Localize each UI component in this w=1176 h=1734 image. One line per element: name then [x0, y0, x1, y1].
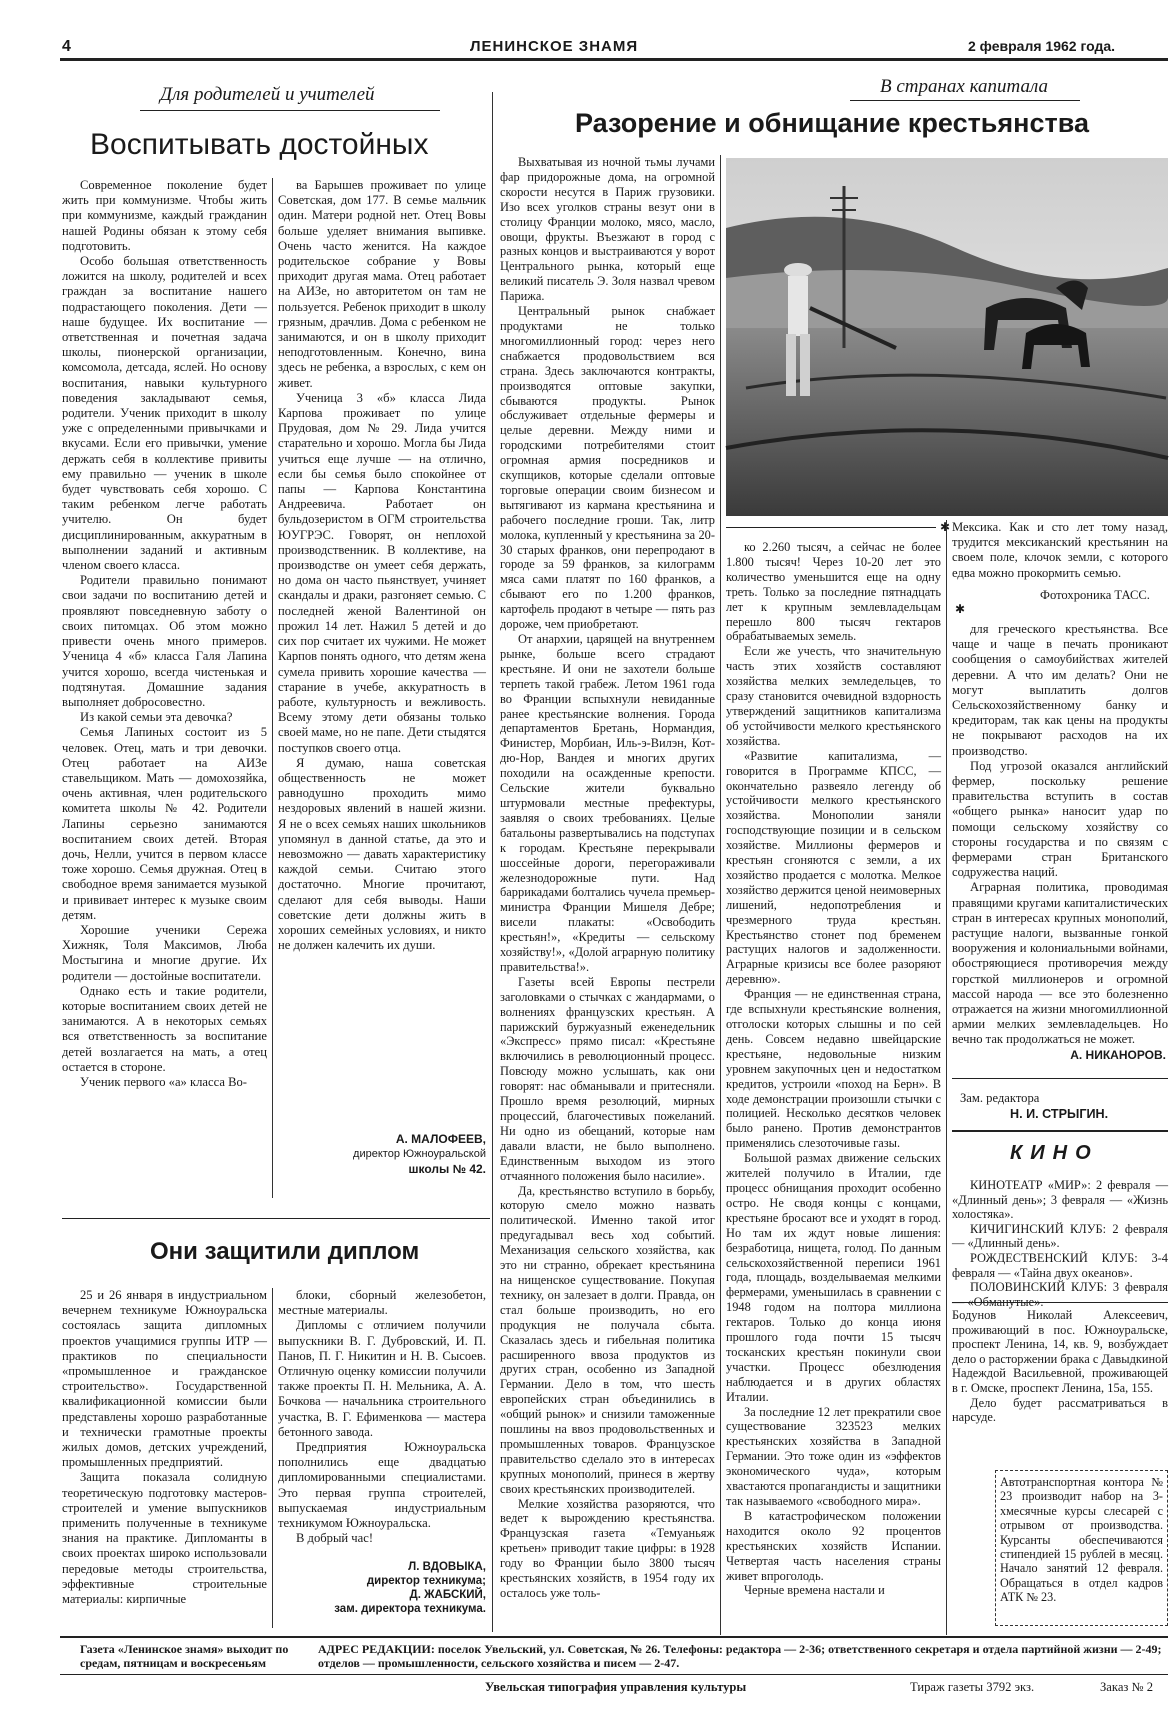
driver-courses-ad — [995, 1470, 1168, 1626]
page-number: 4 — [62, 38, 71, 55]
editor-name: Н. И. СТРЫГИН. — [1010, 1107, 1109, 1121]
circulation: Тираж газеты 3792 экз. — [910, 1680, 1035, 1694]
farmer-plowing-photo-image — [726, 158, 1168, 516]
newspaper-title: ЛЕНИНСКОЕ ЗНАМЯ — [470, 38, 639, 55]
editor-block — [960, 1090, 1168, 1122]
driver-courses-ad-text: Автотранспортная контора № 23 производит набор на 3-хмесячные курсы слесарей с отрывом от производства. Курсанты обеспечиваются стипендией 15 рублей в месяц. Начало занятий 12 февраля. Обращаться в отдел кадров АТК № 23. — [1000, 1475, 1163, 1605]
order-number: Заказ № 2 — [1100, 1680, 1154, 1694]
divorce-notice-text: Бодунов Николай Алексеевич, проживающий в пос. Южноуральске, проспект Ленина, 14, кв. 9, возбуждает дело о расторжении брака с Давыдкиной Надеждой Васильевной, проживающей в г. Омске, проспект Ленина, 15а, 155. — [952, 1308, 1168, 1395]
divorce-notice — [952, 1308, 1168, 1468]
right-rubric: В странах капитала — [880, 76, 1049, 97]
article3-column-1 — [500, 155, 715, 1635]
star-icon: ✱ — [940, 520, 951, 534]
signature-title: школы № 42. — [408, 1162, 486, 1176]
article3-paragraph: Выхватывая из ночной тьмы лучами фар придорожные дома, на огромной скорости несутся в Париж грузовики. Изо всех уголков страны везут они в столицу Франции молоко, мясо, масло, овощи, фрукты. Въезжают в город с разных концов и выстраиваются у ворот Центрального рынка, который еще великий писатель Э. Золя назвал чревом Парижа. — [500, 155, 715, 304]
signature-title: директор техникума; — [366, 1575, 486, 1587]
caption-separator — [955, 602, 965, 617]
article2-column-2 — [278, 1288, 486, 1546]
cinema-heading: КИНО — [1010, 1142, 1099, 1164]
signature-title: директор Южноуральской — [353, 1148, 486, 1160]
article2-headline: Они защитили диплом — [150, 1238, 420, 1265]
article2-paragraph: блоки, сборный железобетон, местные материалы. — [278, 1288, 486, 1318]
article3-paragraph: Если же учесть, что значительную часть этих хозяйств составляют хозяйства мелких земледельцев, то сразу становится очевидной вздорность утверждений защитников капитализма об устойчивости мелкого крестьянского хозяйства. — [726, 644, 941, 748]
editor-top-rule — [952, 1078, 1168, 1079]
article1-paragraph: Ученица 3 «б» класса Лида Карпова проживает по улице Прудовая, дом № 29. Лида учится старательно и хорошо. Могла бы Лида учиться еще лучше — на отлично, если бы семья было спокойнее от папы — Карпова Константина Андреевича. Работает он бульдозеристом в ОГМ строительства ЮУГРЭС. Говорят, он неплохой производственник. В коллективе, на производстве он умеет себя держать, но дома он часто пьянствует, учиняет скандалы и драки, разгоняет семью. С последней женой Валентиной он прожил 14 лет. Нажил 5 детей и до сих пор считает их чужими. Не может Карпов понять одного, что детям жена сумела привить хорошие качества — старание в учебе, аккуратность в работе, культурность и вежливость. Всему этому дети обязаны только своей маме, но не папе. Дети стыдятся поступков своего отца. — [278, 390, 486, 755]
article2-top-rule — [62, 1218, 490, 1219]
article3-paragraph: Франция — не единственная страна, где вспыхнули крестьянские волнения, отголоски которых слышны и по сей день. Совсем недавно швейцарские крестьяне, недовольные низким уровнем закупочных цен и недостатком кредитов, устроили «поход на Берн». В ходе демонстрации произошли стычки с полицией. Несколько десятков человек было ранено. Против демонстрантов применялись слезоточивые газы. — [726, 987, 941, 1151]
left-rubric-underline — [140, 110, 440, 111]
article1-paragraph: Ученик первого «а» класса Во- — [80, 1074, 247, 1089]
article3-paragraph: «Развитие капитализма, — говорится в Программе КПСС, — окончательно развеяло легенду об устойчивости мелкого крестьянского хозяйства. Монополии заняли господствующие позиции и в сельском хозяйстве. Миллионы фермеров и крестьян сгоняются с земли, а их хозяйство продается с молотка. Мелкое хозяйство держится ценой неимоверных лишений, недопотребления и чрезмерного труда крестьян. Крестьянство стонет под бременем растущих налогов и задолженности. Аграрные кризисы все более разоряют деревню». — [726, 748, 941, 987]
article3-signature: А. НИКАНОРОВ. — [1070, 1048, 1166, 1062]
signature-title: зам. директора техникума. — [334, 1603, 486, 1615]
article2-paragraph: Дипломы с отличием получили выпускники В. Г. Дубровский, И. П. Панов, П. Г. Никитин и Н. В. Сысоев. Отличную оценку комиссии получили также проекты П. Н. Мельника, А. А. Бочкова — начальника строительного участка, В. Г. Ефименкова — мастера бетонного завода. — [278, 1318, 486, 1439]
article2-column-1 — [62, 1288, 267, 1628]
footer-mid-rule — [60, 1674, 1168, 1675]
article1-paragraph: ва Барышев проживает по улице Советская, дом 177. В семье мальчик один. Матери родной нет. Отец Вовы больше уделяет внимания выпивке. Очень часто женится. На каждое родительское собрание у Вовы приходит другая мама. Отец работает на АИЗе, но авторитетом он там не пользуется. Ребенок приходит в школу грязным, драчлив. Дома с ребенком не занимаются, и он в школу приходит неподготовленным. Конечно, вина здесь не ребенка, а взрослых, с кем он живет. — [278, 178, 486, 390]
editorial-address: АДРЕС РЕДАКЦИИ: поселок Увельский, ул. Советская, № 26. Телефоны: редактора — 2-36; ответственного секретаря и отдела партийной жизни — 2-49; отделов — промышленности, сельского хозяйства и писем — 2-47. — [318, 1642, 1162, 1670]
article1-column-1 — [62, 178, 267, 1213]
right-rubric-underline — [850, 100, 1080, 101]
article3-paragraph: Газеты всей Европы пестрели заголовками о стычках с жандармами, о волнениях французских крестьян. А парижский буржуазный еженедельник «Экспресс» прямо писал: «Крестьяне включились в революционный процесс. Повсюду можно услышать, как они говорят: нас обманывали и притесняли. Прошло время резолюций, мирных процессий, благочестивых пожеланий. Ни одно из обещаний, которые нам давали власти, не было выполнено. Единственным выходом из этого отчаянного положения было насилие». — [500, 974, 715, 1183]
article3-paragraph: За последние 12 лет прекратили свое существование 323523 мелких крестьянских хозяйства в Западной Германии. Это тоже один из «эффектов экономического чуда», которым хвастаются пропагандисты и защитники так называемого «свободного мира». — [726, 1404, 941, 1508]
farmer-plowing-photo — [726, 158, 1168, 516]
footer-top-rule — [60, 1636, 1168, 1638]
publication-schedule: Газета «Ленинское знамя» выходит по средам, пятницам и воскресеньям — [80, 1642, 289, 1670]
article2-paragraph: Предприятия Южноуральска пополнились еще двадцатью дипломированными специалистами. Это первая группа строителей, выпускаемая индустриальным техникумом Южноуральска. — [278, 1440, 486, 1531]
photo-credit: Фотохроника ТАСС. — [1040, 588, 1150, 602]
article1-paragraph: Я думаю, наша советская общественность не может равнодушно проходить мимо нездоровых явлений в нашей жизни. Я не о всех семьях наших школьников упомянул в данной статье, да это и невозможно — давать характеристику каждой семьи. Считаю этого достаточно. Многие прочитают, сделают для себя выводы. Наши советские дети должны жить в хороших семейных условиях, и никто не должен калечить их души. — [278, 755, 486, 953]
article1-paragraph: Семья Лапиных состоит из 5 человек. Отец, мать и три девочки. Отец работает на АИЗе ставельщиком. Мать — домохозяйка, очень активная, член родительского комитета школы № 42. Родители Лапины серьезно занимаются воспитанием своих детей. Вторая дочь, Нелли, учится в первом классе тоже хорошо. Семья дружная. Отец в свободное время занимается музыкой и прививает интерес к музыке своим детям. — [62, 725, 267, 922]
article1-paragraph: Особо большая ответственность ложится на школу, родителей и всех граждан за воспитание нашего подрастающего поколения. Дети — наше будущее. Их воспитание — ответственная и почетная задача школы, пионерской организации, комсомола, детсада, яслей. Но основу воспитания, навыки культурного поведения закладывают семья, родители. Ученик приходит в школу уже с определенными привычками и вкусами. Если его привычки, умение держать себя в коллективе привиты ему правильно — ученик в школе будет чувствовать себя хорошо. С таким ребенком легче работать учителю. Он будет дисциплинированным, аккуратным в выполнении заданий и активным членом своего класса. — [62, 254, 267, 573]
article3-paragraph: для греческого крестьянства. Все чаще и чаще в печать проникают сообщения о самоубийствах жителей деревни. А что им делать? Они не могут выплатить долгов Сельскохозяйственному банку и кредиторам, так как цены на продукты не покрывают расходов на их производство. — [952, 622, 1168, 758]
article3-paragraph: Мелкие хозяйства разоряются, что ведет к вырождению крестьянства. Французская газета «Темуаньяж кретьен» приводит такие цифры: в 1928 году во Франции было 3800 тысяч крестьянских хозяйств, в 1954 году их осталось уже толь- — [500, 1496, 715, 1600]
article3-paragraph: Черные времена настали и — [744, 1583, 885, 1598]
cinema-listing: КИЧИГИНСКИЙ КЛУБ: 2 февраля — «Длинный день». — [952, 1221, 1168, 1251]
article3-column-divider — [720, 155, 721, 1635]
article3-paragraph: ко 2.260 тысяч, а сейчас не более 1.800 тысяч! Через 10-20 лет это количество уменьшится еще на одну треть. Только за последние пятнадцать лет к крупным землевладельцам перешло 800 тысяч гектаров обрабатываемых земель. — [726, 540, 941, 644]
cinema-listing: КИНОТЕАТР «МИР»: 2 февраля — «Длинный день»; 3 февраля — «Жизнь холостяка». — [952, 1178, 1168, 1222]
article3-paragraph: Да, крестьянство вступило в борьбу, которую смело можно назвать политической. Именно такой итог предугадывал весь ход событий. Механизация сельского хозяйства, как это ни странно, обрекает крестьянина на нищенское существование. Покупая технику, он залезает в долги. Правда, он стал больше производить, но его продукция не получала сбыта. Сказалась здесь и гибельная политика расширенного ввоза продуктов из других стран, особенно из Западной Германии. Дело в том, что шесть европейских стран объединились в «общий рынок» и снизили таможенные пошлины на ввоз продовольственных и промышленных товаров. Французское правительство сделало это в интересах крупных монополий, принеся в жертву своих крестьянских производителей. — [500, 1183, 715, 1496]
left-rubric: Для родителей и учителей — [160, 84, 375, 105]
article1-headline: Воспитывать достойных — [90, 128, 429, 161]
editor-label: Зам. редактора — [960, 1091, 1040, 1105]
article2-paragraph: Защита показала солидную теоретическую подготовку мастеров-строителей и умение выпускников применить полученные в техникуме знания на практике. Дипломанты в своих проектах широко использовали передовые методы строительства, эффективные строительные материалы: кирпичные — [62, 1470, 267, 1607]
article2-column-divider — [272, 1288, 273, 1628]
star-icon: ✱ — [955, 602, 966, 616]
article3-paragraph: Аграрная политика, проводимая правящими кругами капиталистических стран в интересах крупных монополий, растущие налоги, вызванные гонкой вооружения и колониальными войнами, обостряющиеся противоречия между горсткой миллионеров и огромной массой народа — все это болезненно отражается на жизни многомиллионной армии мелких землевладельцев. Но вечно так продолжаться не может. — [952, 880, 1168, 1047]
cinema-bottom-rule — [952, 1302, 1168, 1303]
cinema-listings — [952, 1178, 1168, 1309]
divorce-notice-court: Дело будет рассматриваться в нарсуде. — [952, 1395, 1168, 1425]
article3-column-2 — [726, 540, 941, 1635]
article2-paragraph: В добрый час! — [296, 1531, 374, 1546]
right-column-divider — [946, 520, 947, 1635]
photo-caption — [952, 520, 1168, 590]
article1-paragraph: Из какой семьи эта девочка? — [80, 710, 233, 725]
main-column-divider — [492, 92, 493, 1632]
signature-name: Д. ЖАБСКИЙ, — [409, 1589, 486, 1601]
signature-name: А. МАЛОФЕЕВ, — [395, 1132, 486, 1146]
article1-paragraph: Современное поколение будет жить при коммунизме. Чтобы жить при коммунизме, каждый гражданин нашей Родины обязан к этому себя подготовить. — [62, 178, 267, 253]
article3-paragraph: От анархии, царящей на внутреннем рынке, больше всего страдают крестьяне. И они не захотели больше терпеть такой грабеж. Летом 1961 года во Франции вспыхнули невиданные ранее крестьянские волнения. Города департаментов Бретань, Нормандия, Финистер, Морбиан, Иль-э-Вилэн, Кот-дю-Нор, Вандея и многих других походили на осажденные крепости. Сельские жители буквально штурмовали местные префектуры, заявляя о своих требованиях. Целые батальоны развертывались на подступах к городам. Крестьяне перекрывали шоссейные дороги, перегораживали железнодорожные пути. Над баррикадами болтались чучела премьер-министра Франции Мишеля Дебре; висели плакаты: «Освободить крестьян!», «Кредиты — сельскому хозяйству!», «Долой аграрную политику правительства!». — [500, 632, 715, 974]
issue-date: 2 февраля 1962 года. — [968, 38, 1116, 54]
cinema-listing: РОЖДЕСТВЕНСКИЙ КЛУБ: 3-4 февраля — «Тайна двух океанов». — [952, 1250, 1168, 1280]
article2-paragraph: 25 и 26 января в индустриальном вечернем техникуме Южноуральска состоялась защита дипломных проектов учащимися группы ИТР — практиков по специальности «промышленное и гражданское строительство». Государственной квалификационной комиссии были представлены хорошо разработанные и технически грамотные проекты жилых домов, детских учреждений, промышленных предприятий. — [62, 1288, 267, 1470]
article1-column-divider — [272, 178, 273, 1198]
article3-paragraph: Большой размах движение сельских жителей получило в Италии, где процесс обнищания проходит особенно остро. Не сводя концы с концами, крестьяне бросают все и уходят в город. Но там их ждут новые лишения: безработица, нищета, голод. По данным сельскохозяйственной переписи 1961 года, площадь, возделываемая мелкими фермерами, уменьшилась в сравнении с 1948 годом на полтора миллиона гектаров. Только до конца июня прошлого года почти 15 тысяч тосканских крестьян покинули свои участки. Процесс обезлюдения наблюдается и в других областях Италии. — [726, 1151, 941, 1404]
article1-paragraph: Хорошие ученики Сережа Хижняк, Толя Максимов, Люба Мостыгина и многие другие. Их родители — достойные воспитатели. — [62, 922, 267, 983]
masthead-rule — [60, 58, 1168, 61]
article1-paragraph: Однако есть и такие родители, которые воспитанием своих детей не занимаются. А в некоторых семьях вся ответственность за воспитание детей возлагается на мать, а отец остается в стороне. — [62, 983, 267, 1074]
article1-signature — [300, 1132, 486, 1177]
article3-paragraph: Центральный рынок снабжает продуктами не только многомиллионный город: через него снабжается продовольствием вся страна. Здесь заключаются контракты, производятся оптовые закупки, сбываются продукты. Рынок обслуживает отдельные фермеры и целые деревни. Между ними и городскими потребителями стоит огромная армия посредников и скупщиков, которые сделали оптовые торговые операции своим бизнесом и вытягивают из кармана крестьянина и рабочего последние гроши. Так, литр молока, купленный у крестьянина за 20-30 старых франков, они перепродают в городе за 59 франков, за килограмм мяса сами платят по 160 франков, а сбывают его по 1.200 франков, картофель продают в четыре — пять раз дороже, чем приобретают. — [500, 304, 715, 632]
article1-paragraph: Родители правильно понимают свои задачи по воспитанию детей и проявляют повседневную заботу о своих питомцах. Об этом можно привести очень много примеров. Ученица 4 «б» класса Галя Лапина учится хорошо, всегда чистенькая и подтянутая. Домашние задания выполняет добросовестно. — [62, 573, 267, 709]
article3-column-3 — [952, 622, 1168, 1047]
article2-signatures — [300, 1560, 486, 1616]
photo-caption-text: Мексика. Как и сто лет тому назад, трудится мексиканский крестьянин на своем поле, клочок земли, с которого едва можно прокормить семью. — [952, 520, 1168, 580]
photo-separator-rule — [726, 527, 936, 528]
article1-column-2 — [278, 178, 486, 1138]
article3-paragraph: Под угрозой оказался английский фермер, поскольку решение правительства вступить в состав «общего рынка» наносит удар по помощи сельскому хозяйству со стороны государства и по связям с фермерами стран Британского содружества наций. — [952, 758, 1168, 880]
editor-bottom-rule — [952, 1130, 1168, 1132]
printer-info: Увельская типография управления культуры — [485, 1680, 747, 1694]
cinema-listing: ПОЛОВИНСКИЙ КЛУБ: 3 февраля — «Обманутые». — [952, 1280, 1168, 1309]
article3-headline: Разорение и обнищание крестьянства — [575, 108, 1089, 138]
article3-paragraph: В катастрофическом положении находится около 92 процентов крестьянских хозяйств Испании. Четвертая часть населения страны живет впроголодь. — [726, 1508, 941, 1583]
signature-name: Л. ВДОВЫКА, — [408, 1561, 486, 1573]
